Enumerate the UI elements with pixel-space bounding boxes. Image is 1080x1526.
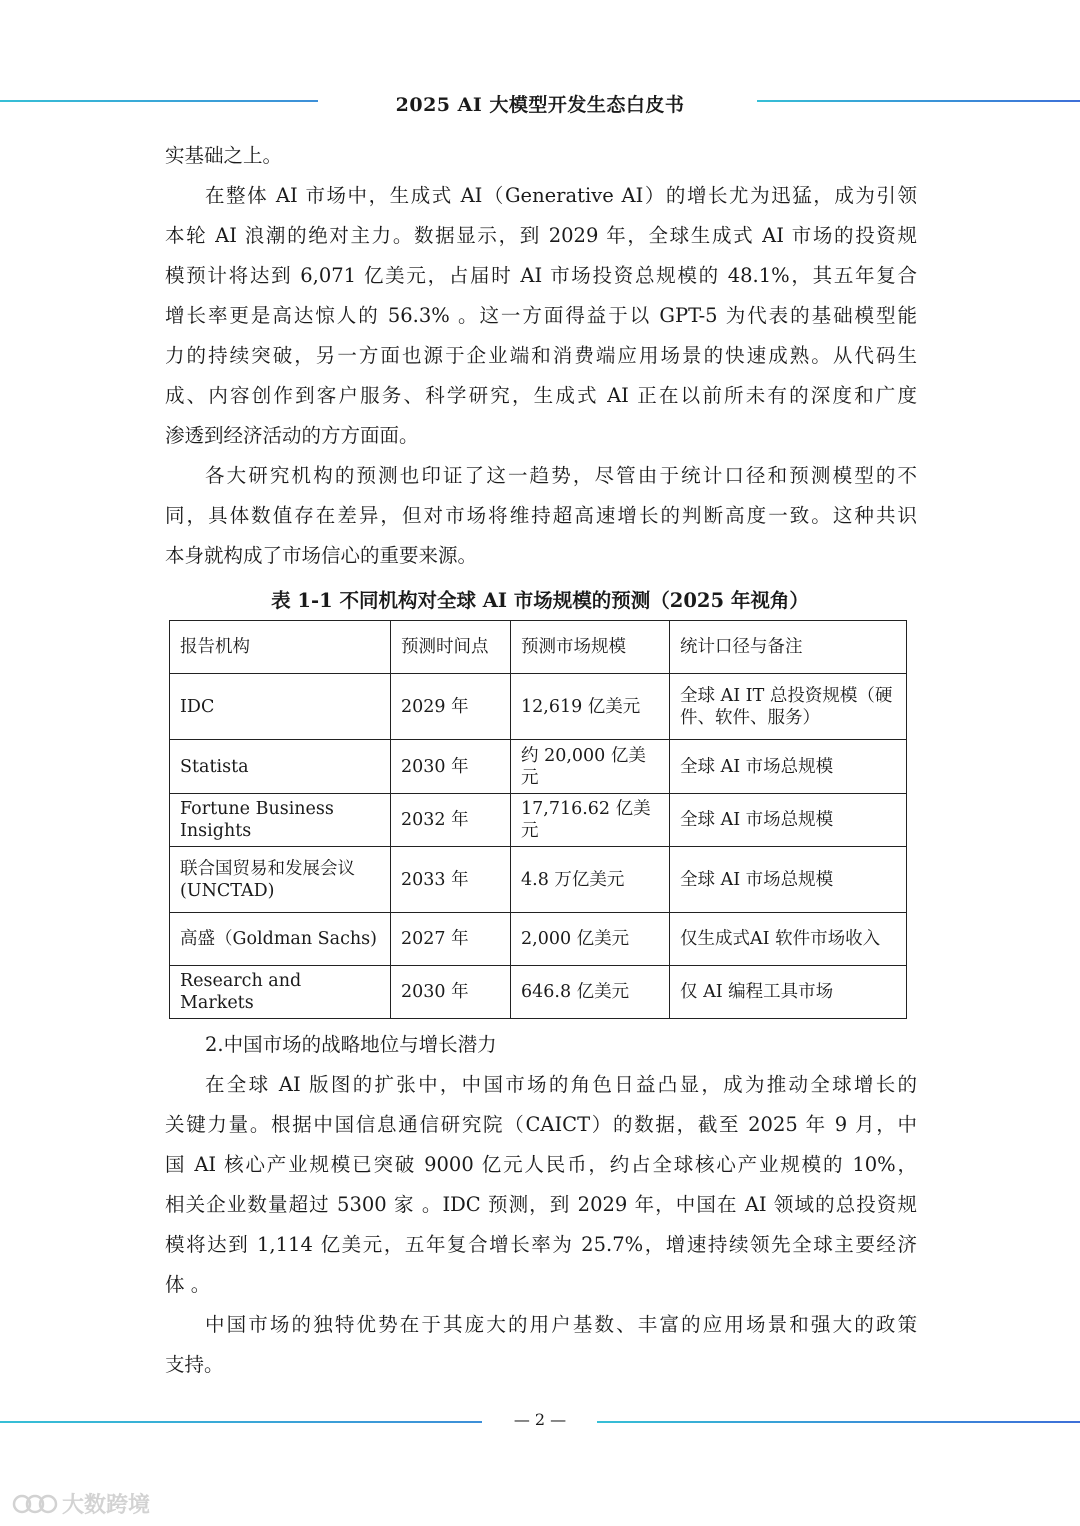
paragraph-line: 中国市场的独特优势在于其庞大的用户基数、丰富的应用场景和强大的政策 — [205, 1313, 917, 1336]
page-number: — 2 — — [513, 1410, 567, 1429]
table-cell: Fortune Business Insights — [170, 794, 391, 847]
table-cell: 全球 AI 市场总规模 — [670, 847, 907, 913]
paragraph-line: 增长率更是高达惊人的 56.3% 。这一方面得益于以 GPT-5 为代表的基础模型能 — [165, 304, 917, 327]
table-cell: 2030 年 — [391, 966, 511, 1019]
table-cell: 全球 AI 市场总规模 — [670, 740, 907, 794]
paragraph-line: 模预计将达到 6,071 亿美元，占届时 AI 市场投资总规模的 48.1%，其五年复合 — [165, 264, 917, 287]
paragraph-line: 渗透到经济活动的方方面面。 — [165, 424, 419, 447]
table-cell: 2029 年 — [391, 674, 511, 740]
table-header-cell: 预测时间点 — [391, 621, 511, 674]
table-cell: 2032 年 — [391, 794, 511, 847]
paragraph-line: 支持。 — [165, 1353, 224, 1376]
body-text-upper — [165, 136, 917, 576]
table-cell: Research and Markets — [170, 966, 391, 1019]
table-cell: 17,716.62 亿美元 — [511, 794, 670, 847]
table-cell: 全球 AI IT 总投资规模（硬件、软件、服务） — [670, 674, 907, 740]
section-heading: 2.中国市场的战略地位与增长潜力 — [205, 1033, 497, 1056]
paragraph-line: 相关企业数量超过 5300 家 。IDC 预测，到 2029 年，中国在 AI 领域的总投资规 — [165, 1193, 917, 1216]
table-cell: 约 20,000 亿美元 — [511, 740, 670, 794]
paragraph-line: 本轮 AI 浪潮的绝对主力。数据显示，到 2029 年，全球生成式 AI 市场的投资规 — [165, 224, 917, 247]
table-cell: IDC — [170, 674, 391, 740]
watermark-text: 大数跨境 — [62, 1493, 151, 1518]
table-row — [170, 847, 907, 913]
table-row — [170, 794, 907, 847]
paragraph-line: 在全球 AI 版图的扩张中，中国市场的角色日益凸显，成为推动全球增长的 — [205, 1073, 917, 1096]
watermark-logo-icon — [12, 1491, 58, 1517]
table-header-row — [170, 621, 907, 674]
paragraph-line: 模将达到 1,114 亿美元，五年复合增长率为 25.7%，增速持续领先全球主要经济 — [165, 1233, 917, 1256]
paragraph-line: 各大研究机构的预测也印证了这一趋势，尽管由于统计口径和预测模型的不 — [205, 464, 917, 487]
paragraph-line: 实基础之上。 — [165, 144, 283, 167]
paragraph-line: 成、内容创作到客户服务、科学研究，生成式 AI 正在以前所未有的深度和广度 — [165, 384, 917, 407]
table-cell: 4.8 万亿美元 — [511, 847, 670, 913]
table-cell: 仅 AI 编程工具市场 — [670, 966, 907, 1019]
table-cell: 12,619 亿美元 — [511, 674, 670, 740]
paragraph-line: 体 。 — [165, 1273, 211, 1296]
paragraph-line: 同，具体数值存在差异，但对市场将维持超高速增长的判断高度一致。这种共识 — [165, 504, 917, 527]
table-cell: 高盛（Goldman Sachs) — [170, 913, 391, 966]
table-row — [170, 740, 907, 794]
table-cell: 2,000 亿美元 — [511, 913, 670, 966]
table-cell: 仅生成式AI 软件市场收入 — [670, 913, 907, 966]
watermark — [12, 1488, 150, 1519]
table-cell: 2033 年 — [391, 847, 511, 913]
paragraph-line: 本身就构成了市场信心的重要来源。 — [165, 544, 478, 567]
table-cell: 联合国贸易和发展会议 (UNCTAD) — [170, 847, 391, 913]
table-row — [170, 966, 907, 1019]
table-cell: 646.8 亿美元 — [511, 966, 670, 1019]
table-cell: 全球 AI 市场总规模 — [670, 794, 907, 847]
table-caption: 表 1-1 不同机构对全球 AI 市场规模的预测（2025 年视角） — [271, 589, 809, 612]
paragraph-line: 国 AI 核心产业规模已突破 9000 亿元人民币，约占全球核心产业规模的 10%， — [165, 1153, 917, 1176]
table-row — [170, 674, 907, 740]
table-header-cell: 报告机构 — [170, 621, 391, 674]
body-text-lower — [165, 1025, 917, 1385]
table-cell: 2030 年 — [391, 740, 511, 794]
document-title: 2025 AI 大模型开发生态白皮书 — [395, 94, 685, 116]
table-header-cell: 统计口径与备注 — [670, 621, 907, 674]
forecast-table — [169, 620, 907, 1019]
table-cell: 2027 年 — [391, 913, 511, 966]
paragraph-line: 在整体 AI 市场中，生成式 AI（Generative AI）的增长尤为迅猛，成为引领 — [205, 184, 917, 207]
table-cell: Statista — [170, 740, 391, 794]
paragraph-line: 力的持续突破，另一方面也源于企业端和消费端应用场景的快速成熟。从代码生 — [165, 344, 917, 367]
paragraph-line: 关键力量。根据中国信息通信研究院（CAICT）的数据，截至 2025 年 9 月，中 — [165, 1113, 917, 1136]
table-header-cell: 预测市场规模 — [511, 621, 670, 674]
table-row — [170, 913, 907, 966]
